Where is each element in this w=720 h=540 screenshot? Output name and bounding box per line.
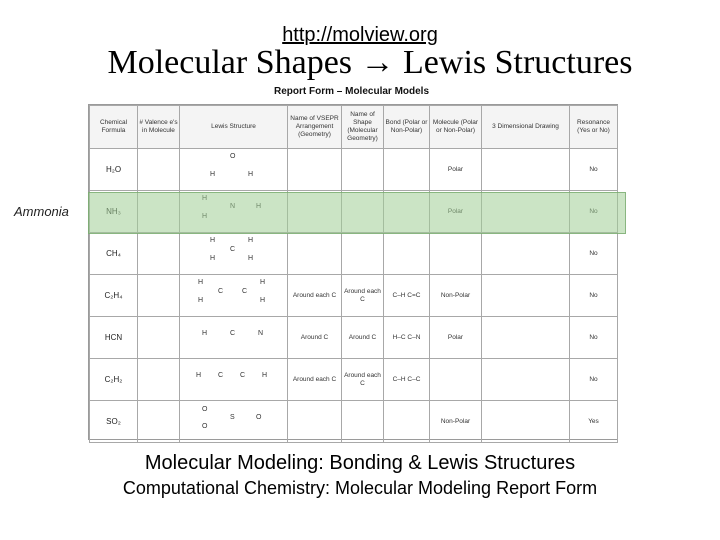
source-url-link[interactable]: http://molview.org [282,24,438,46]
resonance-cell: No [570,275,618,317]
lewis-atom: H [248,255,254,262]
lewis-structure-cell [180,401,288,443]
lewis-atom: H [248,171,254,178]
table-row [90,275,618,317]
column-header: Name of VSEPR Arrangement (Geometry) [288,106,342,149]
valence-cell [138,317,180,359]
lewis-atom: C [242,288,248,295]
caption-line-1: Molecular Modeling: Bonding & Lewis Structures [144,452,576,474]
table-row [90,359,618,401]
shape-cell [342,149,384,191]
column-header: Name of Shape (Molecular Geometry) [342,106,384,149]
lewis-structure-cell [180,359,288,401]
lewis-atom: H [198,297,204,304]
table-header-row [90,106,618,149]
arrangement-cell: Around each C [288,359,342,401]
lewis-atom: C [230,330,236,337]
report-form-table [88,104,618,440]
lewis-atom: O [230,153,236,160]
lewis-structure-cell [180,233,288,275]
lewis-atom: C [230,246,236,253]
lewis-atom: C [240,372,246,379]
drawing-cell [482,401,570,443]
lewis-atom: H [202,330,208,337]
arrangement-cell: Around each C [288,275,342,317]
ammonia-row-highlight [88,192,626,234]
arrangement-cell: Around C [288,317,342,359]
table-row [90,149,618,191]
table-row [90,401,618,443]
table-row [90,317,618,359]
resonance-cell: No [570,233,618,275]
molecule-polarity-cell: Polar [430,149,482,191]
column-header: Chemical Formula [90,106,138,149]
shape-cell [342,401,384,443]
drawing-cell [482,233,570,275]
report-form-title: Report Form – Molecular Models [274,86,430,97]
resonance-cell: No [570,359,618,401]
bond-cell: C–H C=C [384,275,430,317]
lewis-atom: C [218,288,224,295]
shape-cell: Around each C [342,359,384,401]
lewis-atom: O [256,414,262,421]
bond-cell: H–C C–N [384,317,430,359]
lewis-atom: H [198,279,204,286]
bond-cell [384,149,430,191]
slide-title: Molecular Shapes → Lewis Structures [107,44,633,81]
drawing-cell [482,317,570,359]
lewis-atom: O [202,406,208,413]
formula-cell: H₂O [90,149,138,191]
resonance-cell: Yes [570,401,618,443]
valence-cell [138,401,180,443]
lewis-atom: H [260,279,266,286]
lewis-atom: H [260,297,266,304]
column-header: 3 Dimensional Drawing [482,106,570,149]
lewis-atom: H [248,237,254,244]
resonance-cell: No [570,317,618,359]
molecule-polarity-cell: Non-Polar [430,275,482,317]
lewis-atom: H [210,171,216,178]
shape-cell: Around C [342,317,384,359]
lewis-structure-cell [180,275,288,317]
lewis-atom: O [202,423,208,430]
lewis-atom: C [218,372,224,379]
table-row [90,233,618,275]
lewis-structure-cell [180,149,288,191]
lewis-atom: H [210,255,216,262]
drawing-cell [482,149,570,191]
formula-cell: SO₂ [90,401,138,443]
shape-cell: Around each C [342,275,384,317]
formula-cell: C₂H₄ [90,275,138,317]
lewis-atom: S [230,414,235,421]
column-header: Molecule (Polar or Non-Polar) [430,106,482,149]
lewis-atom: H [210,237,216,244]
molecule-polarity-cell: Polar [430,317,482,359]
column-header: Resonance (Yes or No) [570,106,618,149]
column-header: # Valence e's in Molecule [138,106,180,149]
arrangement-cell [288,149,342,191]
bond-cell [384,401,430,443]
lewis-structure-cell [180,317,288,359]
resonance-cell: No [570,149,618,191]
arrangement-cell [288,233,342,275]
bond-cell: C–H C–C [384,359,430,401]
formula-cell: C₂H₂ [90,359,138,401]
ammonia-label: Ammonia [14,204,69,219]
arrangement-cell [288,401,342,443]
molecule-polarity-cell [430,359,482,401]
formula-cell: CH₄ [90,233,138,275]
bond-cell [384,233,430,275]
formula-cell: HCN [90,317,138,359]
molecule-polarity-cell [430,233,482,275]
valence-cell [138,149,180,191]
lewis-atom: N [258,330,264,337]
molecule-polarity-cell: Non-Polar [430,401,482,443]
shape-cell [342,233,384,275]
column-header: Bond (Polar or Non-Polar) [384,106,430,149]
valence-cell [138,359,180,401]
drawing-cell [482,275,570,317]
drawing-cell [482,359,570,401]
valence-cell [138,275,180,317]
lewis-atom: H [196,372,202,379]
lewis-atom: H [262,372,268,379]
valence-cell [138,233,180,275]
caption-line-2: Computational Chemistry: Molecular Modeling Report Form [122,478,598,498]
column-header: Lewis Structure [180,106,288,149]
